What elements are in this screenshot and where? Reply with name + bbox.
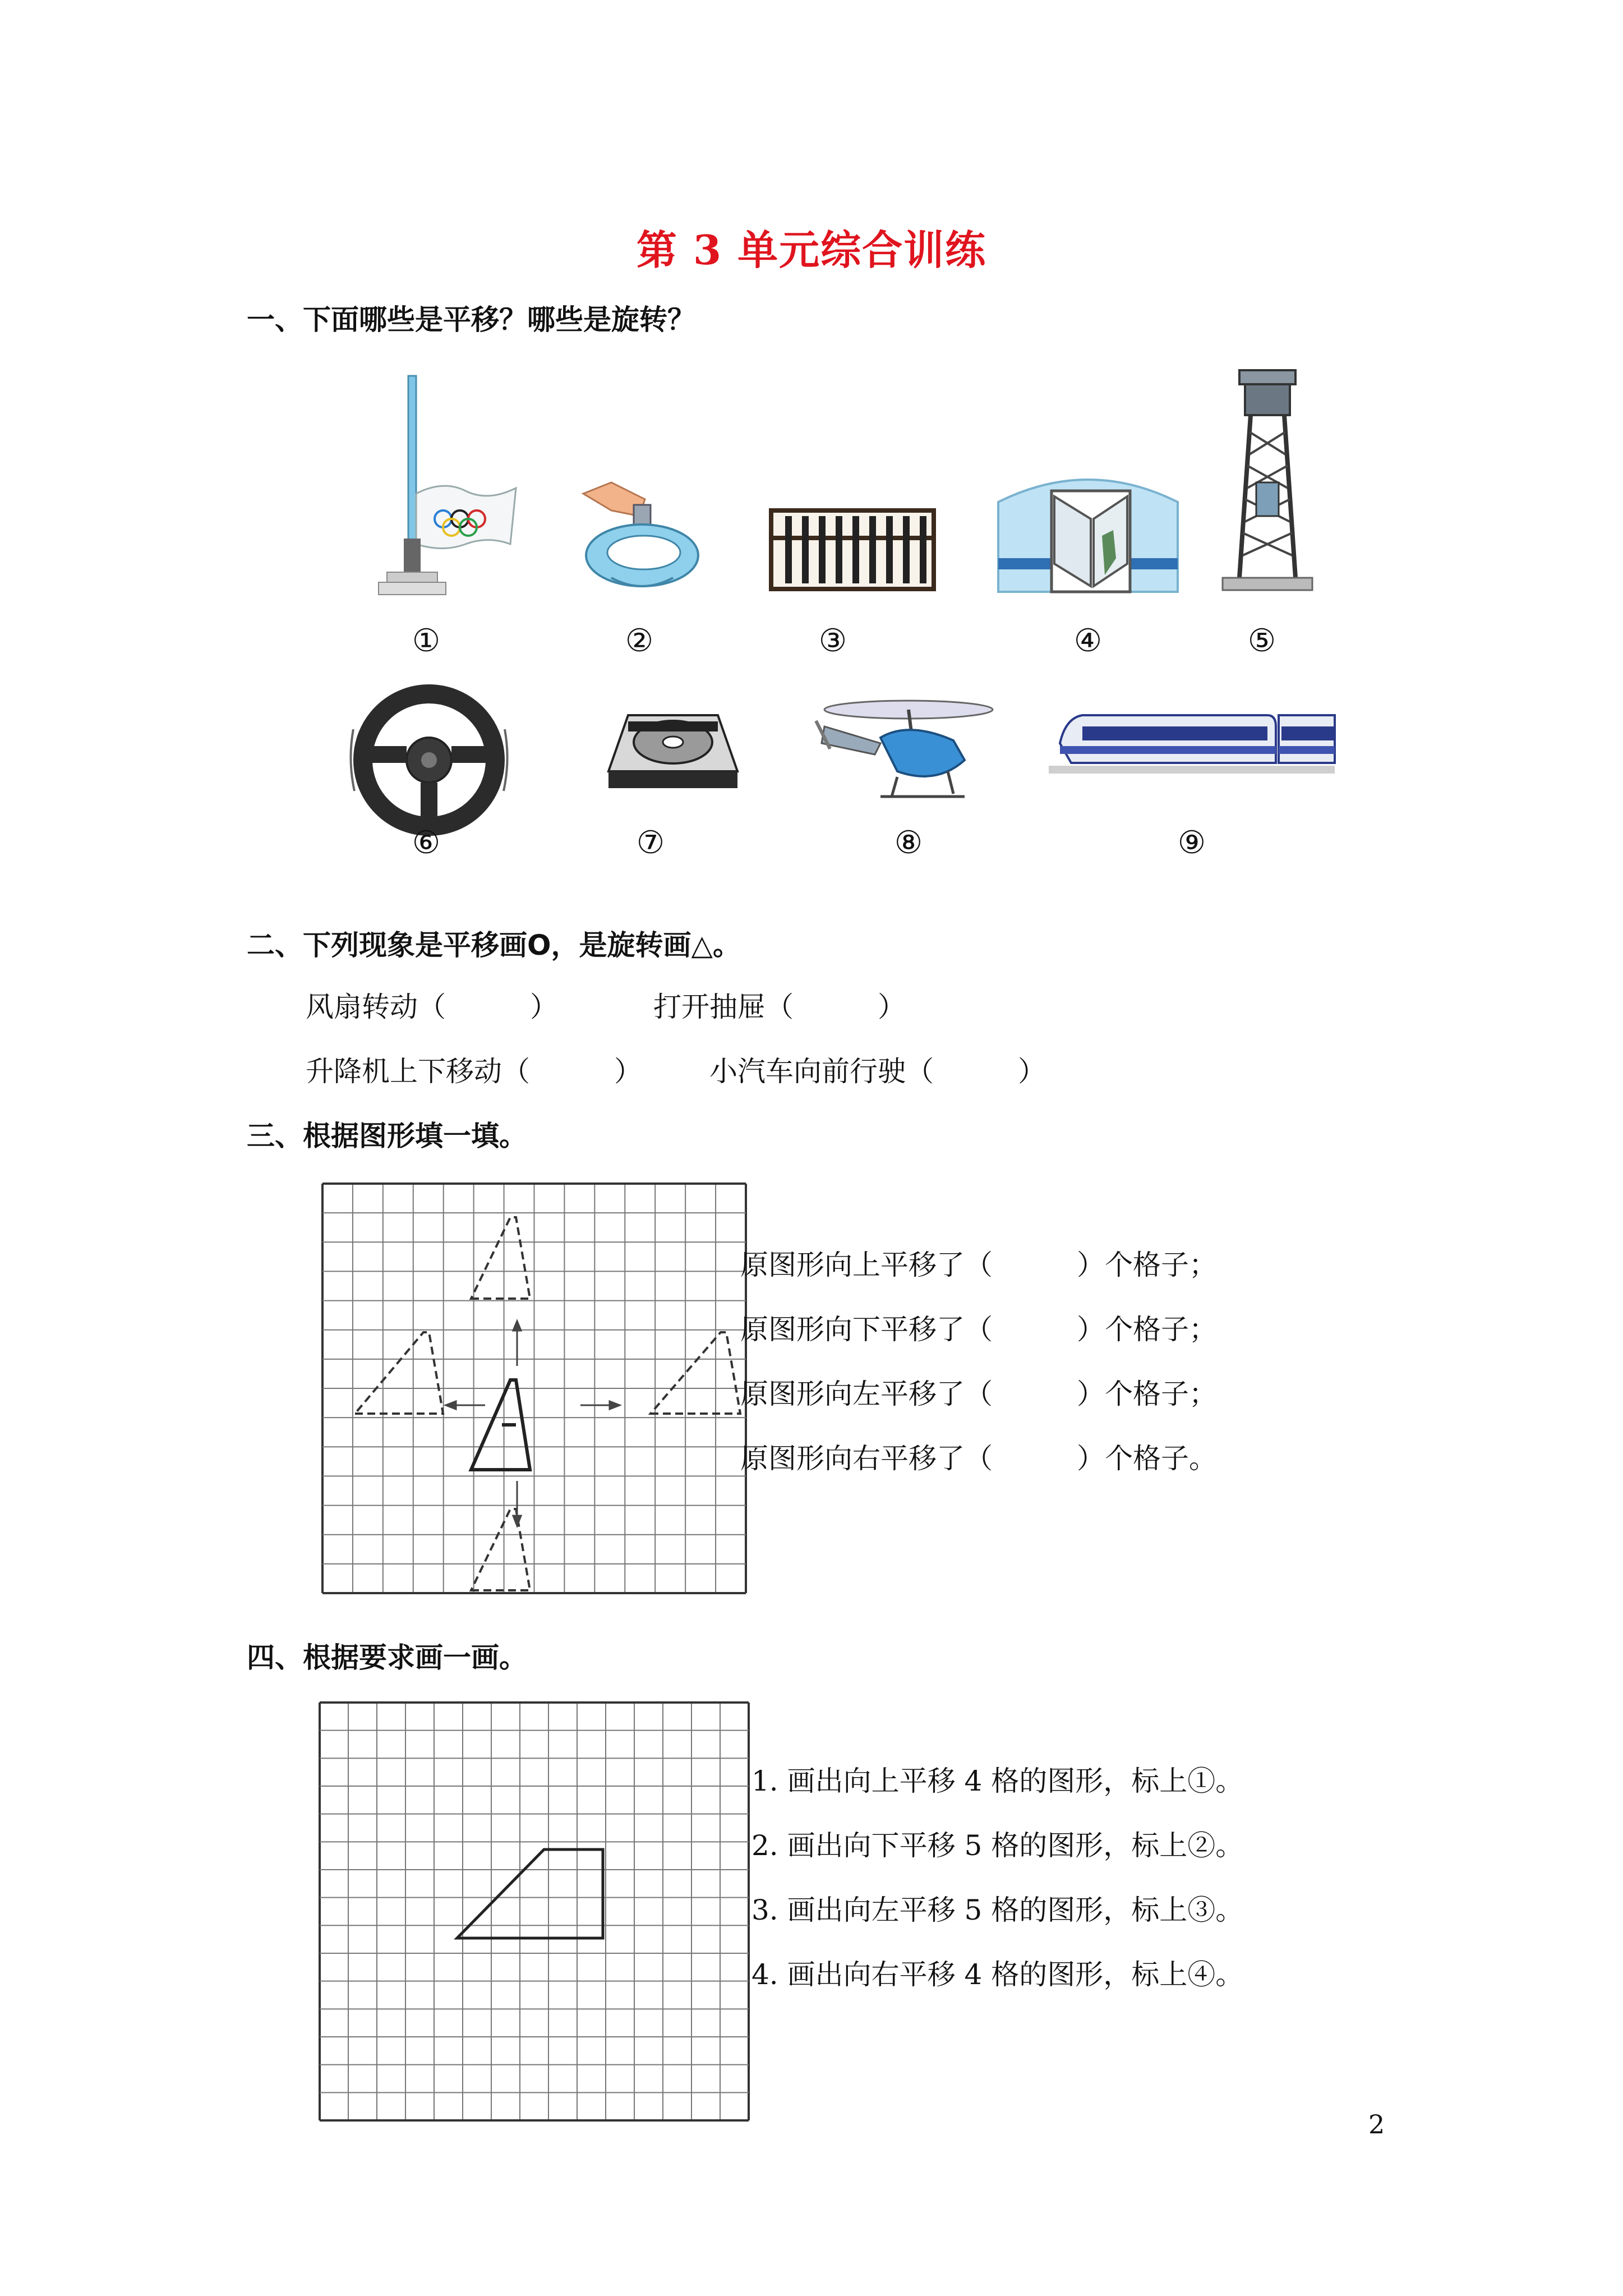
- task-line-down: 2. 画出向下平移 5 格的图形，标上②。: [751, 1829, 1244, 1862]
- helicopter-icon: [813, 687, 1004, 816]
- drawing-grid: [320, 1703, 749, 2120]
- page-number: 2: [1368, 2109, 1385, 2139]
- item-4-number: ④: [1073, 623, 1103, 659]
- flagpole-icon: [376, 376, 522, 600]
- answer-line-down: 原图形向下平移了（ ）个格子；: [740, 1313, 1217, 1346]
- phenomenon-car: 小汽车向前行驶（ ）: [709, 1055, 1046, 1088]
- train-icon: [1049, 704, 1335, 780]
- page-title: 第 3 单元综合训练: [636, 226, 987, 274]
- answer-line-left: 原图形向左平移了（ ）个格子；: [740, 1378, 1217, 1410]
- abacus-icon: [768, 508, 937, 592]
- original-shape: [471, 1380, 530, 1470]
- task-line-right: 4. 画出向右平移 4 格的图形，标上④。: [751, 1958, 1244, 1991]
- elevator-tower-icon: [1223, 370, 1312, 595]
- cd-player-icon: [606, 704, 740, 794]
- phenomenon-fan: 风扇转动（ ）: [306, 991, 558, 1023]
- shifted-down-shape: [471, 1509, 530, 1590]
- translation-grid: [322, 1184, 746, 1593]
- faucet-icon: [578, 471, 707, 595]
- section4-heading: 四、根据要求画一画。: [247, 1641, 527, 1674]
- phenomenon-lift: 升降机上下移动（ ）: [306, 1055, 642, 1088]
- task-line-up: 1. 画出向上平移 4 格的图形，标上①。: [751, 1765, 1244, 1797]
- task-line-left: 3. 画出向左平移 5 格的图形，标上③。: [751, 1894, 1244, 1926]
- revolving-door-icon: [993, 468, 1183, 597]
- item-2-number: ②: [625, 623, 654, 659]
- item-5-number: ⑤: [1247, 623, 1276, 659]
- shifted-up-shape: [471, 1217, 530, 1299]
- item-6-number: ⑥: [412, 825, 441, 861]
- trapezoid-shape: [457, 1849, 603, 1938]
- answer-line-right: 原图形向右平移了（ ）个格子。: [740, 1442, 1217, 1475]
- item-9-number: ⑨: [1177, 825, 1206, 861]
- shifted-right-shape: [651, 1332, 740, 1414]
- item-1-number: ①: [412, 623, 441, 659]
- section1-heading: 一、下面哪些是平移？哪些是旋转？: [247, 303, 695, 336]
- item-7-number: ⑦: [636, 825, 665, 861]
- shifted-left-shape: [355, 1332, 443, 1414]
- section3-heading: 三、根据图形填一填。: [247, 1120, 527, 1152]
- direction-arrows: [446, 1321, 620, 1526]
- section2-heading: 二、下列现象是平移画Ο，是旋转画△。: [247, 929, 741, 961]
- steering-wheel-icon: [348, 679, 510, 841]
- item-3-number: ③: [818, 623, 847, 659]
- phenomenon-drawer: 打开抽屉（ ）: [653, 991, 906, 1023]
- answer-line-up: 原图形向上平移了（ ）个格子；: [740, 1249, 1217, 1281]
- item-8-number: ⑧: [894, 825, 923, 861]
